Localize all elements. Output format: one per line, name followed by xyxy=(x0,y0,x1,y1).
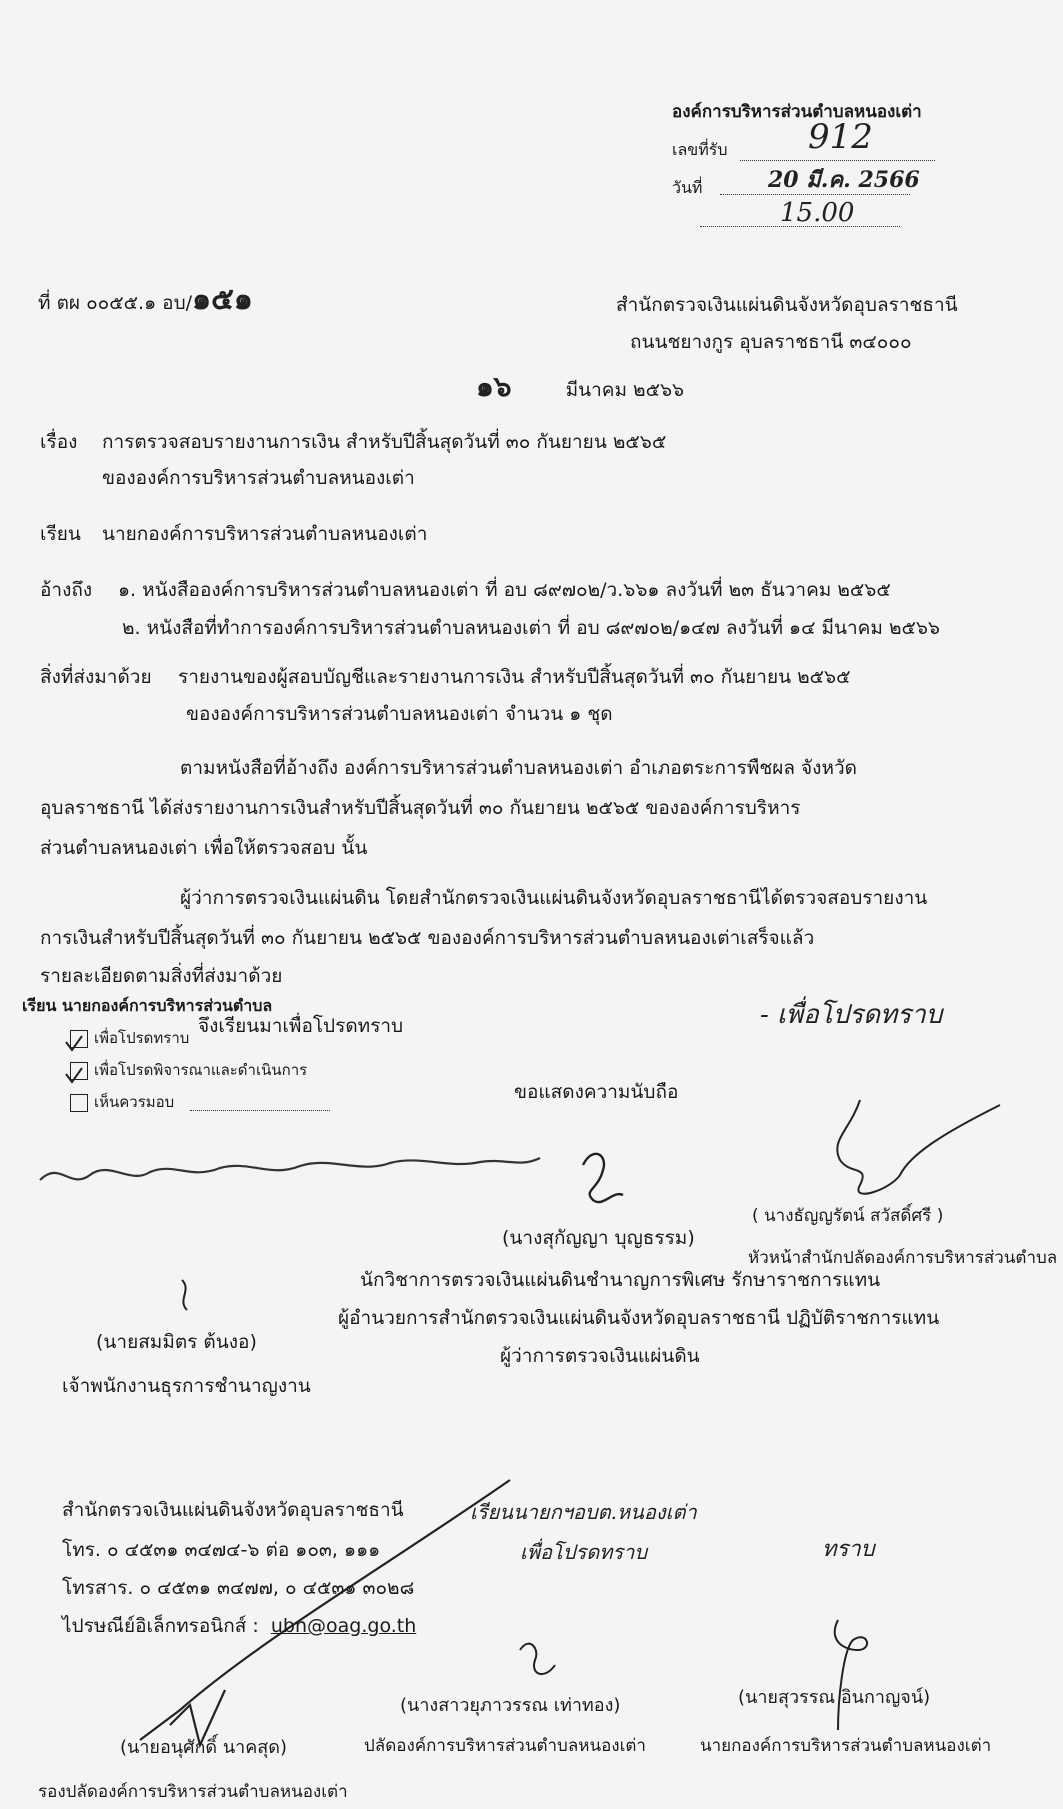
handwritten-note-3: เพื่อโปรดทราบ xyxy=(520,1540,648,1564)
routing-option-1: เพื่อโปรดทราบ xyxy=(94,1029,190,1047)
to-value: นายกองค์การบริหารส่วนตำบลหนองเต่า xyxy=(102,523,428,545)
auditor-position-3: ผู้ว่าการตรวจเงินแผ่นดิน xyxy=(500,1345,700,1367)
reference-item-1: ๑. หนังสือองค์การบริหารส่วนตำบลหนองเต่า ที่ อบ ๘๙๗๐๒/ว.๖๖๑ ลงวันที่ ๒๓ ธันวาคม ๒๕๖๕ xyxy=(118,579,891,601)
footer-tel: โทร. ๐ ๔๕๓๑ ๓๔๗๔-๖ ต่อ ๑๐๓, ๑๑๑ xyxy=(62,1539,381,1561)
subject-line2: ขององค์การบริหารส่วนตำบลหนองเต่า xyxy=(102,467,415,489)
reference-item-2: ๒. หนังสือที่ทำการองค์การบริหารส่วนตำบลหนองเต่า ที่ อบ ๘๙๗๐๒/๑๔๗ ลงวันที่ ๑๔ มีนาคม ๒๕๖๖ xyxy=(122,617,940,639)
routing-option-2: เพื่อโปรดพิจารณาและดำเนินการ xyxy=(94,1061,308,1079)
auditor-position-2: ผู้อำนวยการสำนักตรวจเงินแผ่นดินจังหวัดอุบลราชธานี ปฏิบัติราชการแทน xyxy=(338,1307,940,1329)
closing: ขอแสดงความนับถือ xyxy=(514,1081,679,1103)
auditor-name: (นางสุกัญญา บุญธรรม) xyxy=(502,1227,695,1249)
body-p1-line3: ส่วนตำบลหนองเต่า เพื่อให้ตรวจสอบ นั้น xyxy=(40,837,368,859)
routing-to: เรียน นายกองค์การบริหารส่วนตำบล xyxy=(22,996,273,1015)
clerk-name: (นายสมมิตร ต้นงอ) xyxy=(96,1331,257,1353)
stamp-number-label: เลขที่รับ xyxy=(672,140,728,159)
enclosure-label: สิ่งที่ส่งมาด้วย xyxy=(40,666,152,688)
references-label: อ้างถึง xyxy=(40,579,93,601)
clerk2-name: (นางสาวยุภาวรรณ เท่าทอง) xyxy=(400,1695,621,1716)
footer-fax: โทรสาร. ๐ ๔๕๓๑ ๓๔๗๗, ๐ ๔๕๓๑ ๓๐๒๘ xyxy=(62,1577,415,1599)
footer-email-link[interactable]: ubn@oag.go.th xyxy=(270,1615,417,1637)
handwritten-note-4: ทราบ xyxy=(822,1537,875,1562)
stamp-time-value: 15.00 xyxy=(780,198,855,228)
office-address: ถนนชยางกูร อุบลราชธานี ๓๔๐๐๐ xyxy=(630,331,912,353)
deputy-name: (นายอนุศักดิ์ นาคสุด) xyxy=(120,1737,287,1758)
stamp-org: องค์การบริหารส่วนตำบลหนองเต่า xyxy=(672,102,922,122)
clerk2-position: ปลัดองค์การบริหารส่วนตำบลหนองเต่า xyxy=(364,1736,646,1756)
office-name: สำนักตรวจเงินแผ่นดินจังหวัดอุบลราชธานี xyxy=(616,294,958,316)
stamp-number-value: 912 xyxy=(808,117,873,157)
letter-date: ๑๖ มีนาคม ๒๕๖๖ xyxy=(476,370,685,403)
subject-line1: การตรวจสอบรายงานการเงิน สำหรับปีสิ้นสุดวันที่ ๓๐ กันยายน ๒๕๖๕ xyxy=(102,431,667,453)
ref-number: ที่ ตผ ๐๐๕๕.๑ อบ/๑๕๑ xyxy=(38,282,253,317)
deputy-position: รองปลัดองค์การบริหารส่วนตำบลหนองเต่า xyxy=(38,1782,348,1802)
stamp-date-label: วันที่ xyxy=(672,178,703,197)
body-p1-line1: ตามหนังสือที่อ้างถึง องค์การบริหารส่วนตำบลหนองเต่า อำเภอตระการพืชผล จังหวัด xyxy=(180,757,857,779)
footer-email-row: ไปรษณีย์อิเล็กทรอนิกส์ : ubn@oag.go.th xyxy=(62,1615,417,1637)
enclosure-line2: ขององค์การบริหารส่วนตำบลหนองเต่า จำนวน ๑ ชุด xyxy=(186,703,613,725)
enclosure-line1: รายงานของผู้สอบบัญชีและรายงานการเงิน สำหรับปีสิ้นสุดวันที่ ๓๐ กันยายน ๒๕๖๕ xyxy=(178,666,851,688)
mayor-name: (นายสุวรรณ อินกาญจน์) xyxy=(738,1687,931,1708)
auditor-position-1: นักวิชาการตรวจเงินแผ่นดินชำนาญการพิเศษ รักษาราชการแทน xyxy=(360,1269,881,1291)
footer-office: สำนักตรวจเงินแผ่นดินจังหวัดอุบลราชธานี xyxy=(62,1499,404,1521)
handwritten-note-1: - เพื่อโปรดทราบ xyxy=(760,1000,943,1030)
body-p2-line3: รายละเอียดตามสิ่งที่ส่งมาด้วย xyxy=(40,965,283,987)
routing-option-3: เห็นควรมอบ xyxy=(94,1093,175,1111)
body-p2-line1: ผู้ว่าการตรวจเงินแผ่นดิน โดยสำนักตรวจเงินแผ่นดินจังหวัดอุบลราชธานีได้ตรวจสอบรายงาน xyxy=(180,887,928,909)
clerk-position: เจ้าพนักงานธุรการชำนาญงาน xyxy=(62,1375,311,1397)
body-p2-line2: การเงินสำหรับปีสิ้นสุดวันที่ ๓๐ กันยายน ๒๕๖๕ ขององค์การบริหารส่วนตำบลหนองเต่าเสร็จแล้ว xyxy=(40,927,815,949)
stamp-date-value: 20 มี.ค. 2566 xyxy=(768,167,920,193)
body-p1-line2: อุบลราชธานี ได้ส่งรายงานการเงินสำหรับปีสิ้นสุดวันที่ ๓๐ กันยายน ๒๕๖๕ ขององค์การบริหาร xyxy=(40,797,801,819)
subject-label: เรื่อง xyxy=(40,431,78,453)
ref-number-handwritten: ๑๕๑ xyxy=(192,282,253,317)
head-name: ( นางธัญญรัตน์ สวัสดิ์ศรี ) xyxy=(752,1206,944,1226)
head-position: หัวหน้าสำนักปลัดองค์การบริหารส่วนตำบล xyxy=(748,1248,1058,1268)
date-day-handwritten: ๑๖ xyxy=(476,370,512,403)
body-p3: จึงเรียนมาเพื่อโปรดทราบ xyxy=(198,1015,404,1037)
to-label: เรียน xyxy=(40,523,81,545)
mayor-position: นายกองค์การบริหารส่วนตำบลหนองเต่า xyxy=(700,1736,992,1756)
handwritten-note-2: เรียนนายกฯอบต.หนองเต่า xyxy=(470,1500,697,1524)
